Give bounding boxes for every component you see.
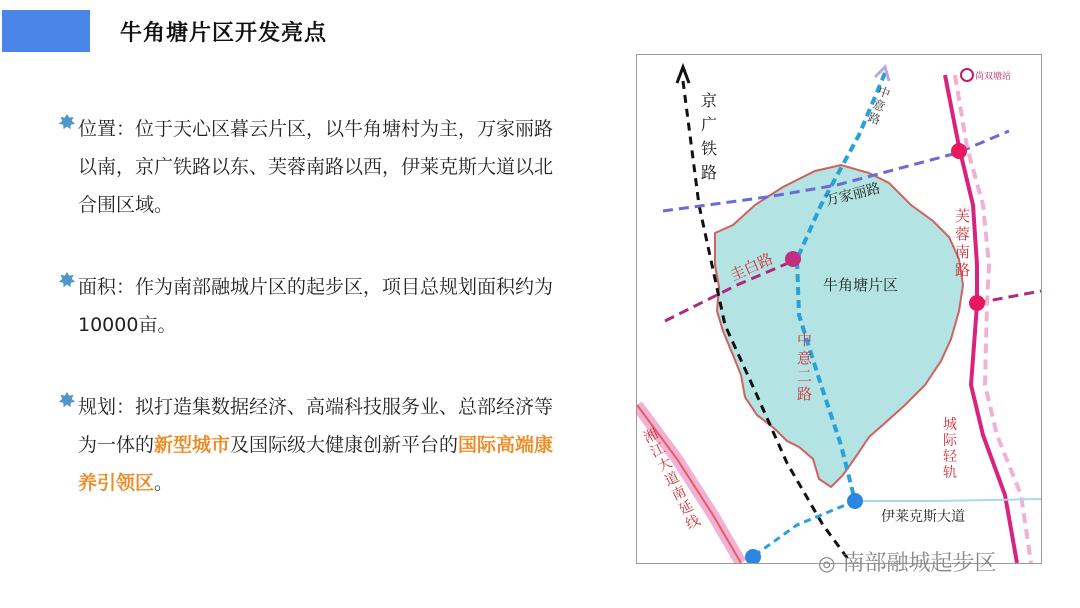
bullet-list — [58, 110, 558, 546]
station-icon — [961, 69, 973, 81]
bullet-planning-end: 。 — [154, 472, 174, 494]
bullet-location — [58, 110, 558, 224]
bullet-star-icon — [58, 271, 76, 289]
highlight-new-city: 新型城市 — [154, 434, 231, 456]
bullet-planning — [58, 388, 558, 502]
label-niujiaotang-area: 牛角塘片区 — [823, 276, 899, 294]
wechat-icon: ◎ — [818, 551, 836, 575]
label-guibai-road: 圭白路 — [727, 249, 776, 285]
node-guibai-zhongyi — [785, 251, 801, 267]
label-yilaikesi-avenue: 伊莱克斯大道 — [881, 509, 965, 525]
node-yilaikesi — [847, 493, 863, 509]
label-jingguang-railway: 京广铁路 — [701, 91, 718, 182]
bullet-planning-mid: 及国际级大健康创新平台的 — [230, 434, 459, 456]
bullet-location-text: 位置：位于天心区暮云片区，以牛角塘村为主，万家丽路以南，京广铁路以东、芙蓉南路以西，伊莱克斯大道以北合围区域。 — [78, 118, 554, 216]
watermark — [818, 546, 996, 577]
node-furong-east — [969, 295, 985, 311]
bullet-star-icon — [58, 391, 76, 409]
label-intercity-rail: 城际轻轨 — [943, 417, 957, 481]
label-station: 尚双塘站 — [975, 72, 1012, 82]
bullet-area — [58, 268, 558, 344]
watermark-text: 南部融城起步区 — [842, 551, 997, 576]
map-drawing — [637, 55, 1041, 563]
bullet-planning-text: 规划：拟打造集数据经济、高端科技服务业、总部经济等为一体的 — [78, 396, 554, 456]
label-zhongyi-road-top: 中意路 — [866, 83, 892, 128]
label-wanjiali-road: 万家丽路 — [823, 180, 883, 210]
node-wanjiali-furong — [951, 143, 967, 159]
bullet-area-text: 面积：作为南部融城片区的起步区，项目总规划面积约为10000亩。 — [78, 276, 554, 336]
label-zhongyi-2-road: 中意二路 — [797, 331, 813, 403]
label-furong-road: 芙蓉南路 — [955, 207, 971, 279]
yilaikesi-avenue — [855, 499, 1041, 501]
title-accent-bar — [2, 10, 90, 52]
area-map — [636, 54, 1042, 564]
railway-arrow-icon — [677, 67, 689, 83]
bullet-star-icon — [58, 113, 76, 131]
page-title: 牛角塘片区开发亮点 — [120, 21, 328, 46]
label-xiangjiang-avenue: 湘江大道南延线 — [641, 426, 703, 533]
highlight-health-zone: 国际高端康养引领区 — [78, 434, 554, 494]
